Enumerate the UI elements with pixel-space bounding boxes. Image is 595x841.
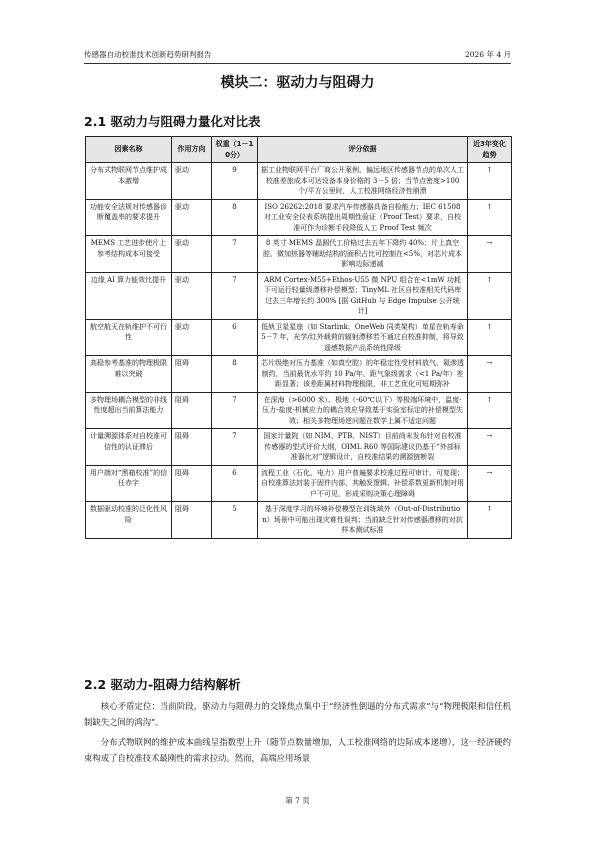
table-row (86, 319, 512, 356)
table-row (86, 272, 512, 319)
col-header-basis: 评分依据 (258, 137, 468, 163)
cell-factor: 高稳参考基准的物理极限难以突破 (86, 356, 172, 393)
page-header (84, 50, 511, 60)
cell-basis: 在深海（>6000 米）、极地（-60℃以下）等极端环境中，温度-压力-盐度-机械应力的耦合效应导致基于实验室标定的补偿模型失效；相关多物理场逆问题在数学上属不适定问题 (258, 392, 468, 429)
cell-factor: MEMS 工艺进步使片上参考结构成本可接受 (86, 236, 172, 273)
cell-factor: 分布式物联网节点维护成本激增 (86, 163, 172, 200)
cell-weight: 6 (212, 465, 258, 502)
cell-factor: 用户端对“黑箱校准”的信任赤字 (86, 465, 172, 502)
cell-role: 驱动 (172, 236, 212, 273)
cell-trend: ↑ (468, 392, 512, 429)
cell-factor: 数据驱动校准的泛化性风险 (86, 502, 172, 539)
table-row (86, 429, 512, 466)
cell-role: 驱动 (172, 163, 212, 200)
cell-basis: 8 英寸 MEMS 晶圆代工价格过去五年下降约 40%；片上真空腔、微加热器等辅助结构的面积占比可控制在<5%，对芯片成本影响边际递减 (258, 236, 468, 273)
cell-weight: 7 (212, 429, 258, 466)
page-number: 第 7 页 (285, 796, 310, 805)
header-report-title: 传感器自动校准技术创新趋势研判报告 (84, 50, 212, 59)
cell-weight: 7 (212, 272, 258, 319)
table-row (86, 163, 512, 200)
paragraph-core-contradiction: 核心矛盾定位：当前阶段，驱动力与阻碍力的交锋焦点集中于“经济性倒逼的分布式需求”与“物理极限和信任机制缺失之间的鸿沟”。 (84, 701, 511, 727)
cell-trend: ↑ (468, 163, 512, 200)
cell-basis: 芯片级绝对压力基准（如真空腔）的年稳定性受材料放气、氦渗透制约，当前最优水平约 10 Pa/年，距气象级需求（<1 Pa/年）差距显著；该差距属材料物理极限，非工艺优化可短期弥补 (258, 356, 468, 393)
col-header-factor: 因素名称 (86, 137, 172, 163)
cell-weight: 8 (212, 199, 258, 236)
cell-trend: → (468, 465, 512, 502)
cell-weight: 7 (212, 236, 258, 273)
cell-weight: 9 (212, 163, 258, 200)
table-row (86, 199, 512, 236)
cell-trend: → (468, 356, 512, 393)
driver-barrier-table (85, 136, 512, 539)
cell-basis: ISO 26262:2018 要求汽车传感器具备自检能力；IEC 61508 对工业安全仪表系统提出周期性验证（Proof Test）要求，自校准可作为诊断手段降低人工 Proof Test 频次 (258, 199, 468, 236)
cell-role: 阻碍 (172, 392, 212, 429)
paragraph-iot-cost: 分布式物联网的维护成本曲线呈指数型上升（随节点数量增加，人工校准网络的边际成本递增），这一经济硬约束构成了自校准技术最刚性的需求拉动。然而，高端应用场景 (84, 737, 511, 763)
table-header-row (86, 137, 512, 163)
table-row (86, 392, 512, 429)
cell-role: 驱动 (172, 319, 212, 356)
cell-trend: ↑ (468, 502, 512, 539)
cell-trend: → (468, 236, 512, 273)
cell-role: 阻碍 (172, 356, 212, 393)
col-header-trend: 近3年变化趋势 (468, 137, 512, 163)
cell-weight: 8 (212, 356, 258, 393)
cell-trend: ↑ (468, 272, 512, 319)
cell-weight: 5 (212, 502, 258, 539)
cell-factor: 功能安全法规对传感器诊断覆盖率的要求提升 (86, 199, 172, 236)
section-heading-2-1: 2.1 驱动力与阻碍力量化对比表 (84, 114, 261, 129)
module-title: 模块二：驱动力与阻碍力 (220, 75, 375, 91)
table-row (86, 236, 512, 273)
cell-trend: ↑ (468, 319, 512, 356)
section-heading-2-2: 2.2 驱动力-阻碍力结构解析 (84, 677, 241, 692)
cell-factor: 多物理场耦合模型的非线性度超出当前算法能力 (86, 392, 172, 429)
cell-factor: 计量溯源体系对自校准可信性的认证滞后 (86, 429, 172, 466)
col-header-role: 作用方向 (172, 137, 212, 163)
cell-role: 驱动 (172, 272, 212, 319)
cell-weight: 6 (212, 319, 258, 356)
cell-basis: 流程工业（石化、电力）用户普遍要求校准过程可审计、可复现；自校准算法封装于固件内部，其触发逻辑、补偿系数更新机制对用户不可见，形成采购决策心理障碍 (258, 465, 468, 502)
cell-role: 阻碍 (172, 465, 212, 502)
table-row (86, 502, 512, 539)
cell-role: 阻碍 (172, 429, 212, 466)
cell-role: 驱动 (172, 199, 212, 236)
cell-weight: 7 (212, 392, 258, 429)
cell-factor: 边缘 AI 算力能效比提升 (86, 272, 172, 319)
cell-basis: 低轨卫星星座（如 Starlink、OneWeb 同类架构）单星在轨寿命 5－7 年，光学/红外载荷的辐射漂移若不通过自校准抑制，将导致遥感数据产品系统性降级 (258, 319, 468, 356)
cell-basis: 基于深度学习的环境补偿模型在训练域外（Out-of-Distribution）场景中可能出现灾难性误判；当前缺乏针对传感器漂移的对抗样本测试标准 (258, 502, 468, 539)
cell-basis: 国家计量院（如 NIM、PTB、NIST）目前尚未发布针对自校准传感器的型式评价大纲，OIML R60 等国际建议仍基于“外部标准器比对”逻辑设计，自校准结果的溯源链断裂 (258, 429, 468, 466)
cell-trend: → (468, 429, 512, 466)
cell-role: 阻碍 (172, 502, 212, 539)
header-divider (84, 63, 511, 64)
table-row (86, 465, 512, 502)
cell-trend: ↑ (468, 199, 512, 236)
cell-factor: 航空航天在轨维护不可行性 (86, 319, 172, 356)
cell-basis: ARM Cortex-M55+Ethos-U55 微 NPU 组合在<1mW 功耗下可运行轻量级漂移补偿模型；TinyML 社区自校准相关代码库过去三年增长约 300% [据 GitHub 与 Edge Impulse 公开统计] (258, 272, 468, 319)
table-row (86, 356, 512, 393)
header-date: 2026 年 4 月 (464, 50, 511, 59)
col-header-weight: 权重（1－10分） (212, 137, 258, 163)
cell-basis: 据工业物联网平台厂商公开案例，偏远地区传感器节点的单次人工校准差旅成本可达设备本身价格的 3－5 倍；当节点密度>100 个/平方公里时，人工校准网络经济性崩溃 (258, 163, 468, 200)
